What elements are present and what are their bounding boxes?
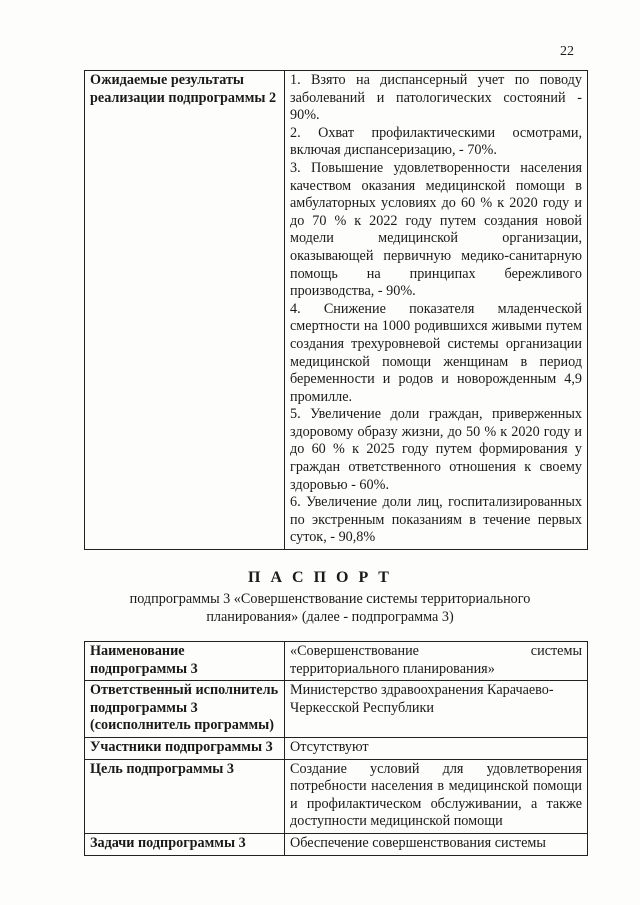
table-row — [85, 71, 588, 550]
row-value: Отсутствуют — [285, 737, 588, 759]
page-number: 22 — [560, 44, 574, 59]
row-value: Обеспечение совершенствования системы — [285, 833, 588, 855]
row-label: Задачи подпрограммы 3 — [85, 833, 285, 855]
row-label: Участники подпрограммы 3 — [85, 737, 285, 759]
results-list — [285, 71, 588, 550]
row-value: «Совершенствование системы территориального планирования» — [285, 642, 588, 681]
table-row — [85, 737, 588, 759]
list-item: 6. Увеличение доли лиц, госпитализированных по экстренным показаниям в течение первых суток, - 90,8% — [290, 494, 582, 546]
row-value: Министерство здравоохранения Карачаево-Черкесской Республики — [285, 681, 588, 738]
list-item: 1. Взято на диспансерный учет по поводу заболеваний и патологических состояний - 90%. — [290, 72, 582, 124]
row-label: Ожидаемые результаты реализации подпрограммы 2 — [85, 71, 285, 550]
row-value: Создание условий для удовлетворения потребности населения в медицинской помощи и профилактическом обслуживании, а также доступности медицинской помощи — [285, 759, 588, 833]
row-label: Ответственный исполнитель подпрограммы 3 (соисполнитель программы) — [85, 681, 285, 738]
row-label: Наименование подпрограммы 3 — [85, 642, 285, 681]
list-item: 5. Увеличение доли граждан, приверженных здоровому образу жизни, до 50 % к 2020 году и до 60 % к 2025 году путем формирования у граждан ответственного отношения к своему здоровью - 60%. — [290, 406, 582, 493]
table-row — [85, 759, 588, 833]
table-row — [85, 681, 588, 738]
list-item: 4. Снижение показателя младенческой смертности на 1000 родившихся живыми путем создания трехуровневой системы организации медицинской помощи женщинам в период беременности и родов и новорожденным 4,9 промилле. — [290, 300, 582, 405]
passport-subtitle: подпрограммы 3 «Совершенствование системы территориального планирования» (далее - подпрограмма 3) — [129, 591, 531, 625]
list-item: 3. Повышение удовлетворенности населения качеством оказания медицинской помощи в амбулаторных условиях до 60 % к 2020 году и до 70 % к 2022 году путем создания новой модели медицинской организации, оказывающей первичную медико-санитарную помощь на принципах бережливого производства, - 90%. — [290, 159, 582, 300]
expected-results-table — [84, 70, 588, 550]
passport-table — [84, 641, 588, 856]
passport-title: П А С П О Р Т — [248, 569, 392, 586]
table-row — [85, 833, 588, 855]
row-label: Цель подпрограммы 3 — [85, 759, 285, 833]
list-item: 2. Охват профилактическими осмотрами, включая диспансеризацию, - 70%. — [290, 124, 582, 159]
table-row — [85, 642, 588, 681]
